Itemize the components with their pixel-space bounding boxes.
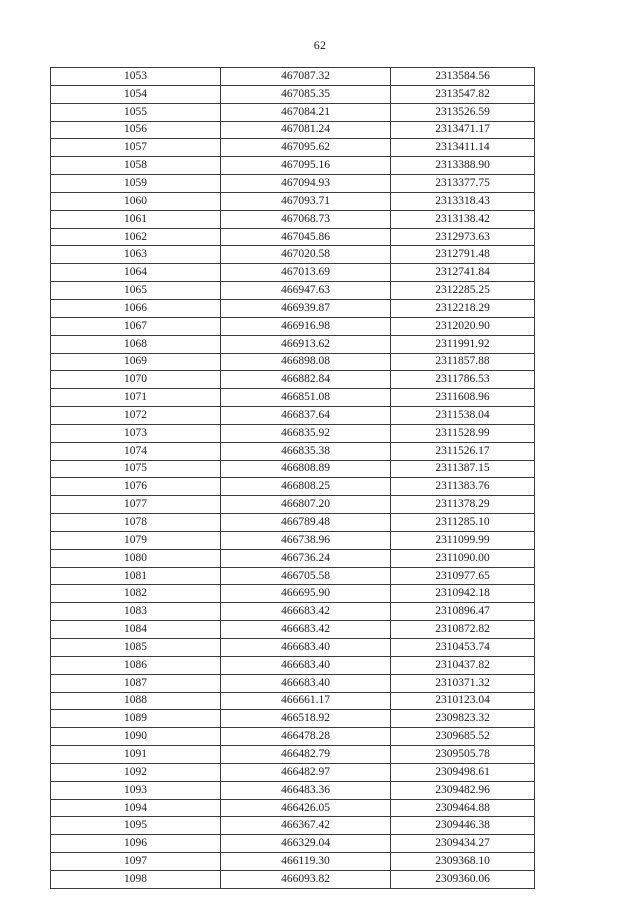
y-coordinate-cell: 2313526.59 bbox=[391, 103, 535, 121]
point-number-cell: 1093 bbox=[51, 781, 221, 799]
table-row bbox=[51, 639, 535, 657]
x-coordinate-cell: 466683.40 bbox=[221, 674, 391, 692]
point-number-cell: 1077 bbox=[51, 496, 221, 514]
y-coordinate-cell: 2311608.96 bbox=[391, 389, 535, 407]
point-number-cell: 1098 bbox=[51, 870, 221, 888]
y-coordinate-cell: 2309368.10 bbox=[391, 853, 535, 871]
x-coordinate-cell: 467095.62 bbox=[221, 139, 391, 157]
table-row bbox=[51, 264, 535, 282]
table-row bbox=[51, 496, 535, 514]
point-number-cell: 1082 bbox=[51, 585, 221, 603]
table-row bbox=[51, 424, 535, 442]
point-number-cell: 1072 bbox=[51, 407, 221, 425]
y-coordinate-cell: 2310942.18 bbox=[391, 585, 535, 603]
x-coordinate-cell: 467085.35 bbox=[221, 85, 391, 103]
y-coordinate-cell: 2310977.65 bbox=[391, 567, 535, 585]
coordinates-table-body bbox=[51, 68, 535, 889]
point-number-cell: 1063 bbox=[51, 246, 221, 264]
y-coordinate-cell: 2309685.52 bbox=[391, 728, 535, 746]
point-number-cell: 1074 bbox=[51, 442, 221, 460]
point-number-cell: 1079 bbox=[51, 531, 221, 549]
y-coordinate-cell: 2311786.53 bbox=[391, 371, 535, 389]
x-coordinate-cell: 466119.30 bbox=[221, 853, 391, 871]
table-row bbox=[51, 389, 535, 407]
x-coordinate-cell: 466093.82 bbox=[221, 870, 391, 888]
y-coordinate-cell: 2311285.10 bbox=[391, 514, 535, 532]
point-number-cell: 1070 bbox=[51, 371, 221, 389]
y-coordinate-cell: 2311991.92 bbox=[391, 335, 535, 353]
table-row bbox=[51, 710, 535, 728]
x-coordinate-cell: 467095.16 bbox=[221, 157, 391, 175]
point-number-cell: 1096 bbox=[51, 835, 221, 853]
table-row bbox=[51, 835, 535, 853]
x-coordinate-cell: 466835.38 bbox=[221, 442, 391, 460]
x-coordinate-cell: 466939.87 bbox=[221, 299, 391, 317]
table-row bbox=[51, 656, 535, 674]
y-coordinate-cell: 2311383.76 bbox=[391, 478, 535, 496]
point-number-cell: 1085 bbox=[51, 639, 221, 657]
table-row bbox=[51, 567, 535, 585]
table-row bbox=[51, 531, 535, 549]
point-number-cell: 1055 bbox=[51, 103, 221, 121]
table-row bbox=[51, 353, 535, 371]
y-coordinate-cell: 2310371.32 bbox=[391, 674, 535, 692]
x-coordinate-cell: 467087.32 bbox=[221, 68, 391, 86]
y-coordinate-cell: 2312020.90 bbox=[391, 317, 535, 335]
table-row bbox=[51, 728, 535, 746]
table-row bbox=[51, 442, 535, 460]
point-number-cell: 1056 bbox=[51, 121, 221, 139]
y-coordinate-cell: 2309434.27 bbox=[391, 835, 535, 853]
x-coordinate-cell: 466835.92 bbox=[221, 424, 391, 442]
point-number-cell: 1083 bbox=[51, 603, 221, 621]
y-coordinate-cell: 2311387.15 bbox=[391, 460, 535, 478]
table-row bbox=[51, 228, 535, 246]
y-coordinate-cell: 2312218.29 bbox=[391, 299, 535, 317]
x-coordinate-cell: 466807.20 bbox=[221, 496, 391, 514]
point-number-cell: 1088 bbox=[51, 692, 221, 710]
x-coordinate-cell: 466683.40 bbox=[221, 656, 391, 674]
x-coordinate-cell: 466947.63 bbox=[221, 282, 391, 300]
y-coordinate-cell: 2312791.48 bbox=[391, 246, 535, 264]
point-number-cell: 1066 bbox=[51, 299, 221, 317]
table-row bbox=[51, 246, 535, 264]
point-number-cell: 1095 bbox=[51, 817, 221, 835]
table-row bbox=[51, 746, 535, 764]
table-row bbox=[51, 621, 535, 639]
point-number-cell: 1054 bbox=[51, 85, 221, 103]
x-coordinate-cell: 466661.17 bbox=[221, 692, 391, 710]
x-coordinate-cell: 466808.25 bbox=[221, 478, 391, 496]
point-number-cell: 1078 bbox=[51, 514, 221, 532]
x-coordinate-cell: 466518.92 bbox=[221, 710, 391, 728]
x-coordinate-cell: 466478.28 bbox=[221, 728, 391, 746]
point-number-cell: 1059 bbox=[51, 175, 221, 193]
table-row bbox=[51, 299, 535, 317]
point-number-cell: 1081 bbox=[51, 567, 221, 585]
point-number-cell: 1065 bbox=[51, 282, 221, 300]
x-coordinate-cell: 466913.62 bbox=[221, 335, 391, 353]
point-number-cell: 1076 bbox=[51, 478, 221, 496]
x-coordinate-cell: 466736.24 bbox=[221, 549, 391, 567]
table-row bbox=[51, 692, 535, 710]
x-coordinate-cell: 467045.86 bbox=[221, 228, 391, 246]
point-number-cell: 1097 bbox=[51, 853, 221, 871]
y-coordinate-cell: 2309446.38 bbox=[391, 817, 535, 835]
y-coordinate-cell: 2309505.78 bbox=[391, 746, 535, 764]
y-coordinate-cell: 2313377.75 bbox=[391, 175, 535, 193]
point-number-cell: 1084 bbox=[51, 621, 221, 639]
point-number-cell: 1068 bbox=[51, 335, 221, 353]
point-number-cell: 1058 bbox=[51, 157, 221, 175]
y-coordinate-cell: 2310872.82 bbox=[391, 621, 535, 639]
y-coordinate-cell: 2309464.88 bbox=[391, 799, 535, 817]
table-row bbox=[51, 549, 535, 567]
table-row bbox=[51, 103, 535, 121]
point-number-cell: 1094 bbox=[51, 799, 221, 817]
x-coordinate-cell: 466898.08 bbox=[221, 353, 391, 371]
point-number-cell: 1053 bbox=[51, 68, 221, 86]
y-coordinate-cell: 2309498.61 bbox=[391, 763, 535, 781]
y-coordinate-cell: 2313411.14 bbox=[391, 139, 535, 157]
x-coordinate-cell: 467084.21 bbox=[221, 103, 391, 121]
y-coordinate-cell: 2313388.90 bbox=[391, 157, 535, 175]
x-coordinate-cell: 467068.73 bbox=[221, 210, 391, 228]
table-row bbox=[51, 282, 535, 300]
x-coordinate-cell: 467020.58 bbox=[221, 246, 391, 264]
point-number-cell: 1080 bbox=[51, 549, 221, 567]
table-row bbox=[51, 603, 535, 621]
x-coordinate-cell: 466329.04 bbox=[221, 835, 391, 853]
table-row bbox=[51, 514, 535, 532]
x-coordinate-cell: 466882.84 bbox=[221, 371, 391, 389]
table-row bbox=[51, 157, 535, 175]
point-number-cell: 1064 bbox=[51, 264, 221, 282]
table-row bbox=[51, 781, 535, 799]
y-coordinate-cell: 2309482.96 bbox=[391, 781, 535, 799]
y-coordinate-cell: 2312973.63 bbox=[391, 228, 535, 246]
point-number-cell: 1089 bbox=[51, 710, 221, 728]
x-coordinate-cell: 466738.96 bbox=[221, 531, 391, 549]
table-row bbox=[51, 371, 535, 389]
table-row bbox=[51, 68, 535, 86]
point-number-cell: 1073 bbox=[51, 424, 221, 442]
point-number-cell: 1071 bbox=[51, 389, 221, 407]
y-coordinate-cell: 2309360.06 bbox=[391, 870, 535, 888]
point-number-cell: 1075 bbox=[51, 460, 221, 478]
table-row bbox=[51, 175, 535, 193]
coordinates-table bbox=[50, 67, 535, 889]
table-row bbox=[51, 121, 535, 139]
y-coordinate-cell: 2311528.99 bbox=[391, 424, 535, 442]
y-coordinate-cell: 2310123.04 bbox=[391, 692, 535, 710]
y-coordinate-cell: 2311099.99 bbox=[391, 531, 535, 549]
y-coordinate-cell: 2313471.17 bbox=[391, 121, 535, 139]
x-coordinate-cell: 467013.69 bbox=[221, 264, 391, 282]
x-coordinate-cell: 466837.64 bbox=[221, 407, 391, 425]
point-number-cell: 1092 bbox=[51, 763, 221, 781]
y-coordinate-cell: 2310896.47 bbox=[391, 603, 535, 621]
table-row bbox=[51, 817, 535, 835]
point-number-cell: 1060 bbox=[51, 192, 221, 210]
table-row bbox=[51, 210, 535, 228]
table-row bbox=[51, 335, 535, 353]
y-coordinate-cell: 2311538.04 bbox=[391, 407, 535, 425]
y-coordinate-cell: 2309823.32 bbox=[391, 710, 535, 728]
y-coordinate-cell: 2311857.88 bbox=[391, 353, 535, 371]
table-row bbox=[51, 870, 535, 888]
y-coordinate-cell: 2310453.74 bbox=[391, 639, 535, 657]
x-coordinate-cell: 466683.42 bbox=[221, 603, 391, 621]
x-coordinate-cell: 466482.97 bbox=[221, 763, 391, 781]
x-coordinate-cell: 466683.42 bbox=[221, 621, 391, 639]
x-coordinate-cell: 466483.36 bbox=[221, 781, 391, 799]
x-coordinate-cell: 466916.98 bbox=[221, 317, 391, 335]
point-number-cell: 1069 bbox=[51, 353, 221, 371]
table-row bbox=[51, 853, 535, 871]
x-coordinate-cell: 466367.42 bbox=[221, 817, 391, 835]
table-row bbox=[51, 763, 535, 781]
point-number-cell: 1061 bbox=[51, 210, 221, 228]
y-coordinate-cell: 2312285.25 bbox=[391, 282, 535, 300]
y-coordinate-cell: 2311090.00 bbox=[391, 549, 535, 567]
y-coordinate-cell: 2313547.82 bbox=[391, 85, 535, 103]
table-row bbox=[51, 139, 535, 157]
table-row bbox=[51, 478, 535, 496]
y-coordinate-cell: 2312741.84 bbox=[391, 264, 535, 282]
page-number: 62 bbox=[313, 38, 327, 52]
point-number-cell: 1090 bbox=[51, 728, 221, 746]
table-row bbox=[51, 192, 535, 210]
x-coordinate-cell: 466705.58 bbox=[221, 567, 391, 585]
y-coordinate-cell: 2310437.82 bbox=[391, 656, 535, 674]
table-row bbox=[51, 407, 535, 425]
x-coordinate-cell: 466789.48 bbox=[221, 514, 391, 532]
x-coordinate-cell: 466808.89 bbox=[221, 460, 391, 478]
y-coordinate-cell: 2311526.17 bbox=[391, 442, 535, 460]
x-coordinate-cell: 466851.08 bbox=[221, 389, 391, 407]
x-coordinate-cell: 467081.24 bbox=[221, 121, 391, 139]
point-number-cell: 1057 bbox=[51, 139, 221, 157]
y-coordinate-cell: 2313318.43 bbox=[391, 192, 535, 210]
table-row bbox=[51, 460, 535, 478]
table-row bbox=[51, 585, 535, 603]
table-row bbox=[51, 85, 535, 103]
y-coordinate-cell: 2311378.29 bbox=[391, 496, 535, 514]
point-number-cell: 1087 bbox=[51, 674, 221, 692]
x-coordinate-cell: 467093.71 bbox=[221, 192, 391, 210]
y-coordinate-cell: 2313138.42 bbox=[391, 210, 535, 228]
point-number-cell: 1086 bbox=[51, 656, 221, 674]
x-coordinate-cell: 467094.93 bbox=[221, 175, 391, 193]
point-number-cell: 1067 bbox=[51, 317, 221, 335]
table-row bbox=[51, 317, 535, 335]
x-coordinate-cell: 466482.79 bbox=[221, 746, 391, 764]
table-row bbox=[51, 674, 535, 692]
table-row bbox=[51, 799, 535, 817]
y-coordinate-cell: 2313584.56 bbox=[391, 68, 535, 86]
point-number-cell: 1062 bbox=[51, 228, 221, 246]
x-coordinate-cell: 466683.40 bbox=[221, 639, 391, 657]
point-number-cell: 1091 bbox=[51, 746, 221, 764]
x-coordinate-cell: 466426.05 bbox=[221, 799, 391, 817]
x-coordinate-cell: 466695.90 bbox=[221, 585, 391, 603]
